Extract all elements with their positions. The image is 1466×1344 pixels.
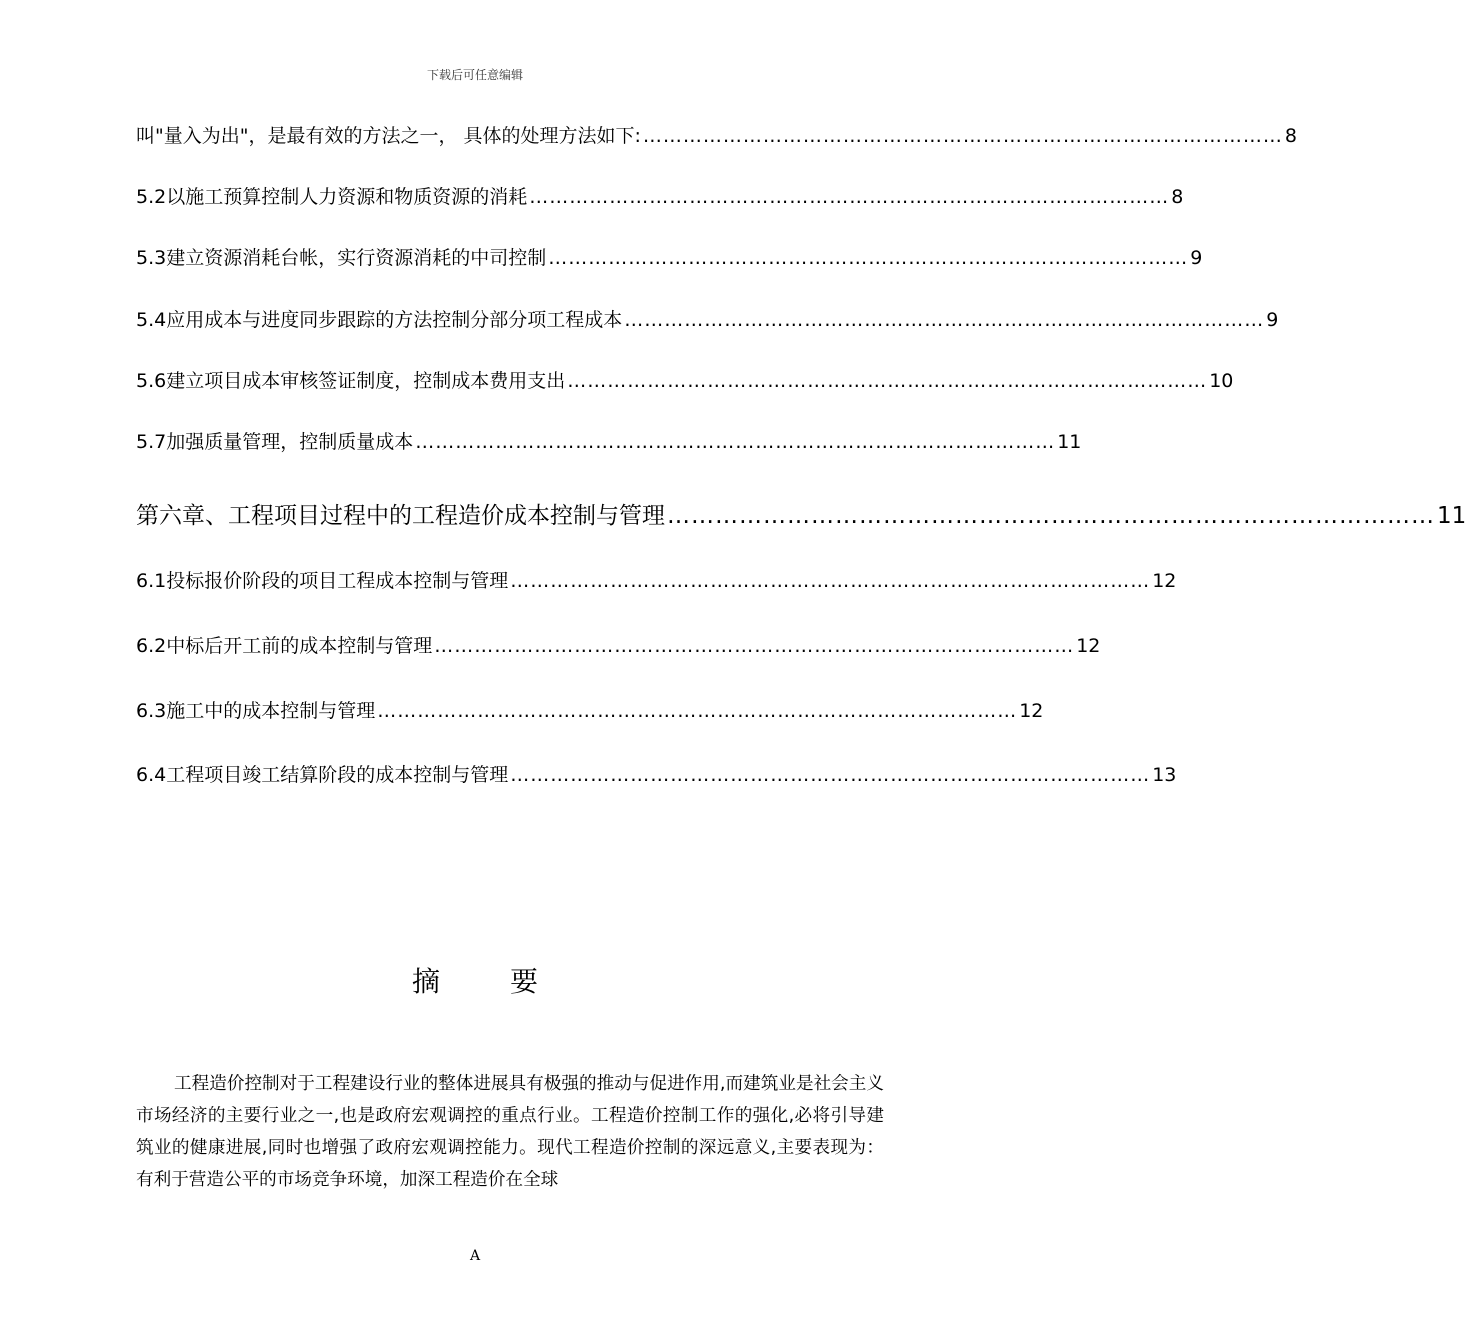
toc-leader: …………………………………………………………………………………… xyxy=(434,635,1075,657)
toc-leader: …………………………………………………………………………………… xyxy=(567,370,1208,392)
toc-entry-page: 11 xyxy=(1437,503,1466,529)
toc-entry xyxy=(136,243,1203,273)
abstract-body: 工程造价控制对于工程建设行业的整体进展具有极强的推动与促进作用,而建筑业是社会主义市场经济的主要行业之一,也是政府宏观调控的重点行业。工程造价控制工作的强化,必将引导建筑业的健康进展,同时也增强了政府宏观调控能力。现代工程造价控制的深远意义,主要表现为：有利于营造公平的市场竞争环境，加深工程造价在全球 xyxy=(136,1074,884,1190)
toc-entry-page: 8 xyxy=(1284,125,1298,147)
toc-entry xyxy=(136,366,1234,396)
toc-leader: …………………………………………………………………………………… xyxy=(510,764,1151,786)
toc-entry xyxy=(136,427,1082,457)
toc-entry-page: 13 xyxy=(1152,764,1177,786)
toc-entry xyxy=(136,696,1044,726)
toc-entry-page: 12 xyxy=(1076,635,1101,657)
toc-entry-title: 6.3施工中的成本控制与管理 xyxy=(136,700,376,722)
toc-entry xyxy=(136,760,1177,790)
toc-entry-title: 5.3建立资源消耗台帐，实行资源消耗的中司控制 xyxy=(136,247,547,269)
toc-entry-title: 6.1投标报价阶段的项目工程成本控制与管理 xyxy=(136,570,509,592)
toc-entry-page: 11 xyxy=(1057,431,1082,453)
toc-entry-page: 9 xyxy=(1190,247,1203,269)
page-header: 下载后可任意编辑 xyxy=(426,68,523,82)
toc-leader: …………………………………………………………………………………… xyxy=(548,247,1189,269)
toc-entry-page: 12 xyxy=(1019,700,1044,722)
toc-entry-title: 5.7加强质量管理，控制质量成本 xyxy=(136,431,414,453)
toc-leader: …………………………………………………………………………………… xyxy=(415,431,1056,453)
toc-entry-title: 5.6建立项目成本审核签证制度，控制成本费用支出 xyxy=(136,370,566,392)
toc-entry xyxy=(136,305,1279,335)
page-footer-label: A xyxy=(469,1248,481,1264)
toc-entry-page: 8 xyxy=(1171,186,1184,208)
toc-leader: …………………………………………………………………………………… xyxy=(510,570,1151,592)
toc-leader: …………………………………………………………………………………… xyxy=(624,309,1265,331)
toc-entry-page: 9 xyxy=(1266,309,1279,331)
toc-leader: …………………………………………………………………………………… xyxy=(667,503,1435,529)
toc-entry xyxy=(136,121,1298,151)
toc-entry xyxy=(136,182,1184,212)
toc-entry-title: 5.2以施工预算控制人力资源和物质资源的消耗 xyxy=(136,186,528,208)
toc-entry-title: 5.4应用成本与进度同步跟踪的方法控制分部分项工程成本 xyxy=(136,309,623,331)
toc-leader: …………………………………………………………………………………… xyxy=(529,186,1170,208)
toc-chapter-entry xyxy=(136,499,1466,533)
toc-entry-page: 12 xyxy=(1152,570,1177,592)
toc-entry xyxy=(136,566,1177,596)
toc-entry-title: 叫"量入为出"，是最有效的方法之一， 具体的处理方法如下: xyxy=(136,125,641,147)
toc-entry-page: 10 xyxy=(1209,370,1234,392)
abstract-title: 摘要 xyxy=(411,965,608,998)
toc-leader: …………………………………………………………………………………… xyxy=(642,125,1283,147)
toc-entry-title: 第六章、工程项目过程中的工程造价成本控制与管理 xyxy=(136,503,665,529)
toc-leader: …………………………………………………………………………………… xyxy=(377,700,1018,722)
toc-entry xyxy=(136,631,1101,661)
toc-entry-title: 6.4工程项目竣工结算阶段的成本控制与管理 xyxy=(136,764,509,786)
toc-entry-title: 6.2中标后开工前的成本控制与管理 xyxy=(136,635,433,657)
